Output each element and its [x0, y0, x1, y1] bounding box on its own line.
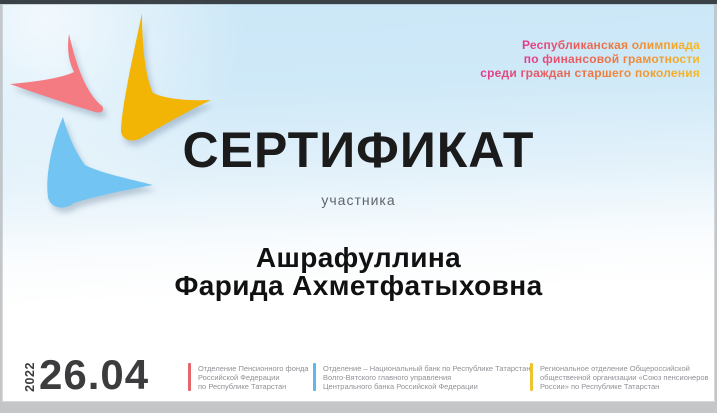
accent-bar: [313, 363, 316, 391]
olympiad-title-line-text: Республиканская олимпиада: [521, 38, 700, 52]
issue-date: 26.04: [39, 351, 150, 398]
recipient-first-patronymic: Фарида Ахметфатыховна: [174, 270, 543, 301]
logo: [2, 4, 232, 224]
certificate-title: СЕРТИФИКАТ: [182, 122, 535, 178]
organization-text: [323, 363, 530, 391]
organization-text: [198, 363, 309, 391]
olympiad-title-line: [480, 52, 700, 66]
org-line: по Республике Татарстан: [198, 382, 287, 391]
recipient-name: [2, 244, 715, 300]
organization-block-national-bank: [313, 363, 530, 391]
org-line: Российской Федерации: [198, 373, 280, 382]
certificate: [2, 4, 715, 402]
org-line: Региональное отделение Общероссийской: [540, 364, 690, 373]
accent-bar: [188, 363, 191, 391]
org-line: России» по Республике Татарстан: [540, 382, 660, 391]
olympiad-title-line: [480, 66, 700, 80]
logo-pink-swoosh-icon: [10, 34, 103, 113]
org-line: Волго-Вятского главного управления: [323, 373, 452, 382]
organization-block-pensioners-union: [530, 363, 709, 391]
recipient-last-name: Ашрафуллина: [255, 242, 462, 273]
olympiad-title-line: [480, 38, 700, 52]
org-line: Отделение – Национальный банк по Республике Татарстан: [323, 364, 531, 373]
org-line: общественной организации «Союз пенсионеров: [540, 373, 709, 382]
organization-block-pension-fund: [188, 363, 309, 391]
olympiad-title-line-text: среди граждан старшего поколения: [480, 66, 700, 80]
organization-text: [540, 363, 709, 391]
olympiad-title: [480, 38, 700, 80]
certificate-subtitle: участника: [321, 192, 396, 208]
olympiad-title-line-text: по финансовой грамотности: [523, 52, 700, 66]
org-line: Центрального банка Российской Федерации: [323, 382, 478, 391]
issue-year: 2022: [23, 362, 37, 392]
org-line: Отделение Пенсионного фонда: [198, 364, 309, 373]
accent-bar: [530, 363, 533, 391]
